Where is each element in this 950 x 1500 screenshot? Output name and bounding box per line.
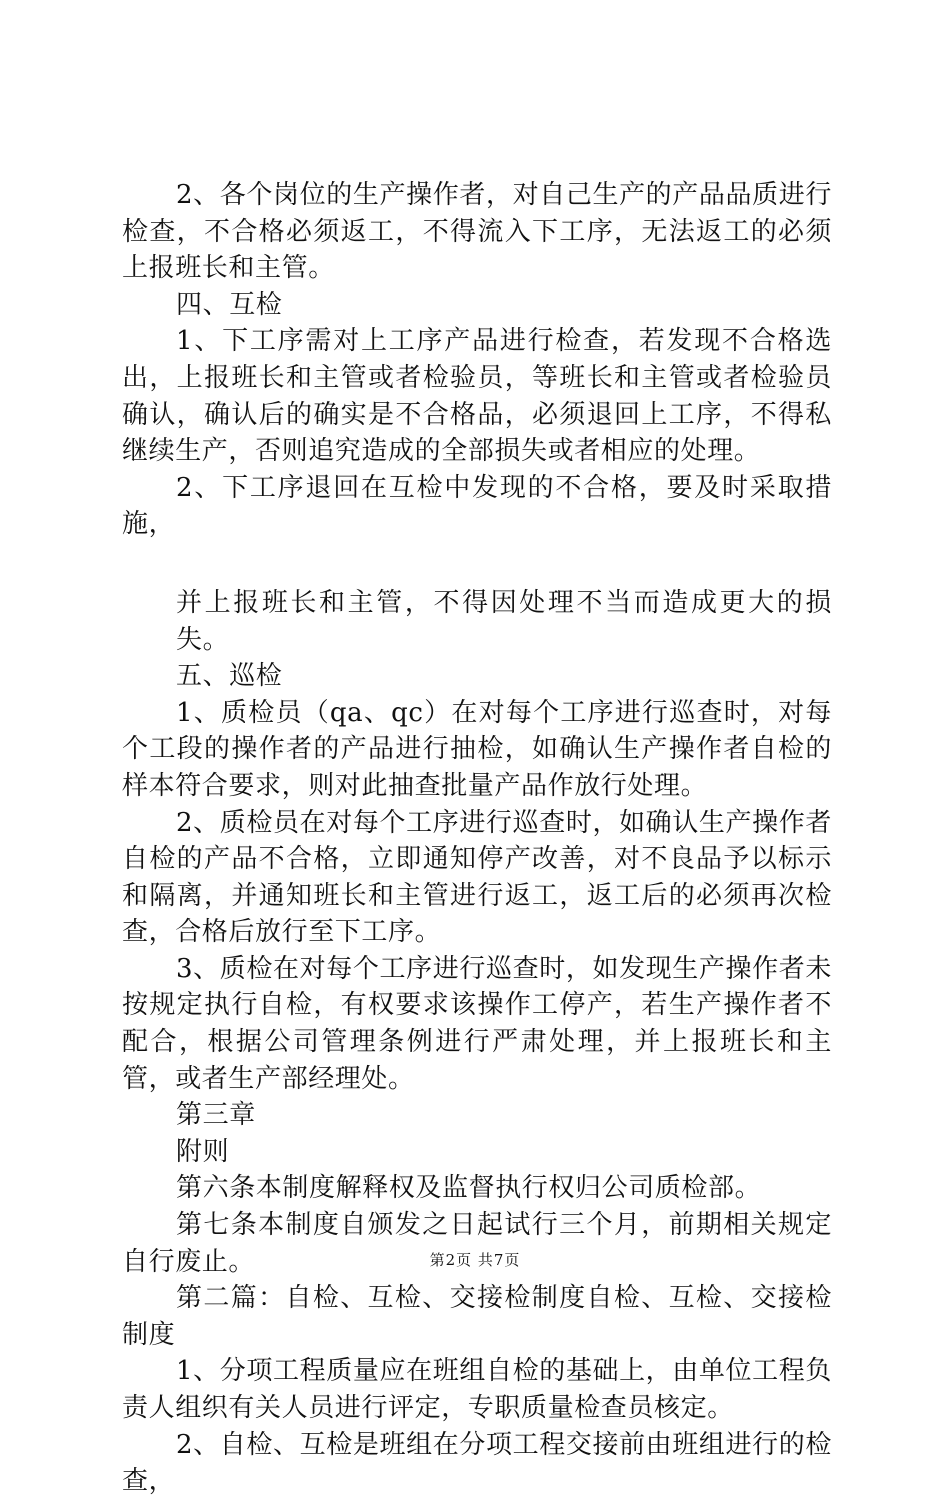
page-number-footer: 第2页 共7页 (429, 1251, 521, 1269)
paragraph-patrol-check-1: 1、质检员（qa、qc）在对每个工序进行巡查时，对每个工段的操作者的产品进行抽检，如确认生产操作者自检的样本符合要求，则对此抽查批量产品作放行处理。 (122, 697, 832, 801)
paragraph-patrol-check-3: 3、质检在对每个工序进行巡查时，如发现生产操作者未按规定执行自检，有权要求该操作工停产，若生产操作者不配合，根据公司管理条例进行严肃处理，并上报班长和主管，或者生产部经理处。 (122, 953, 832, 1094)
paragraph-patrol-check-2: 2、质检员在对每个工序进行巡查时，如确认生产操作者自检的产品不合格，立即通知停产改善，对不良品予以标示和隔离，并通知班长和主管进行返工，返工后的必须再次检查，合格后放行至下工序。 (122, 807, 832, 948)
article-six: 第六条本制度解释权及监督执行权归公司质检部。 (176, 1173, 762, 1204)
document-body (122, 177, 832, 1500)
paragraph-self-check-2: 2、各个岗位的生产操作者，对自己生产的产品品质进行检查，不合格必须返工，不得流入下工序，无法返工的必须上报班长和主管。 (122, 180, 832, 284)
paragraph-mutual-check-2-cont: 并上报班长和主管，不得因处理不当而造成更大的损失。 (176, 587, 832, 655)
section-heading-patrol-check: 五、巡检 (176, 661, 283, 692)
paragraph-mutual-check-1: 1、下工序需对上工序产品进行检查，若发现不合格选出，上报班长和主管或者检验员，等班长和主管或者检验员确认，确认后的确实是不合格品，必须退回上工序，不得私继续生产，否则追究造成的全部损失或者相应的处理。 (122, 326, 832, 467)
article-seven: 第七条本制度自颁发之日起试行三个月，前期相关规定自行废止。 (122, 1210, 832, 1277)
section-heading-mutual-check: 四、互检 (176, 289, 283, 320)
paragraph-gap (122, 543, 832, 585)
part-two-item-1: 1、分项工程质量应在班组自检的基础上，由单位工程负责人组织有关人员进行评定，专职质量检查员核定。 (122, 1356, 832, 1423)
paragraph-mutual-check-2: 2、下工序退回在互检中发现的不合格，要及时采取措施， (122, 472, 832, 540)
appendix-heading: 附则 (176, 1136, 230, 1167)
part-two-title: 第二篇：自检、互检、交接检制度自检、互检、交接检制度 (122, 1283, 832, 1350)
part-two-item-2: 2、自检、互检是班组在分项工程交接前由班组进行的检查， (122, 1429, 832, 1497)
chapter-heading: 第三章 (176, 1100, 256, 1131)
